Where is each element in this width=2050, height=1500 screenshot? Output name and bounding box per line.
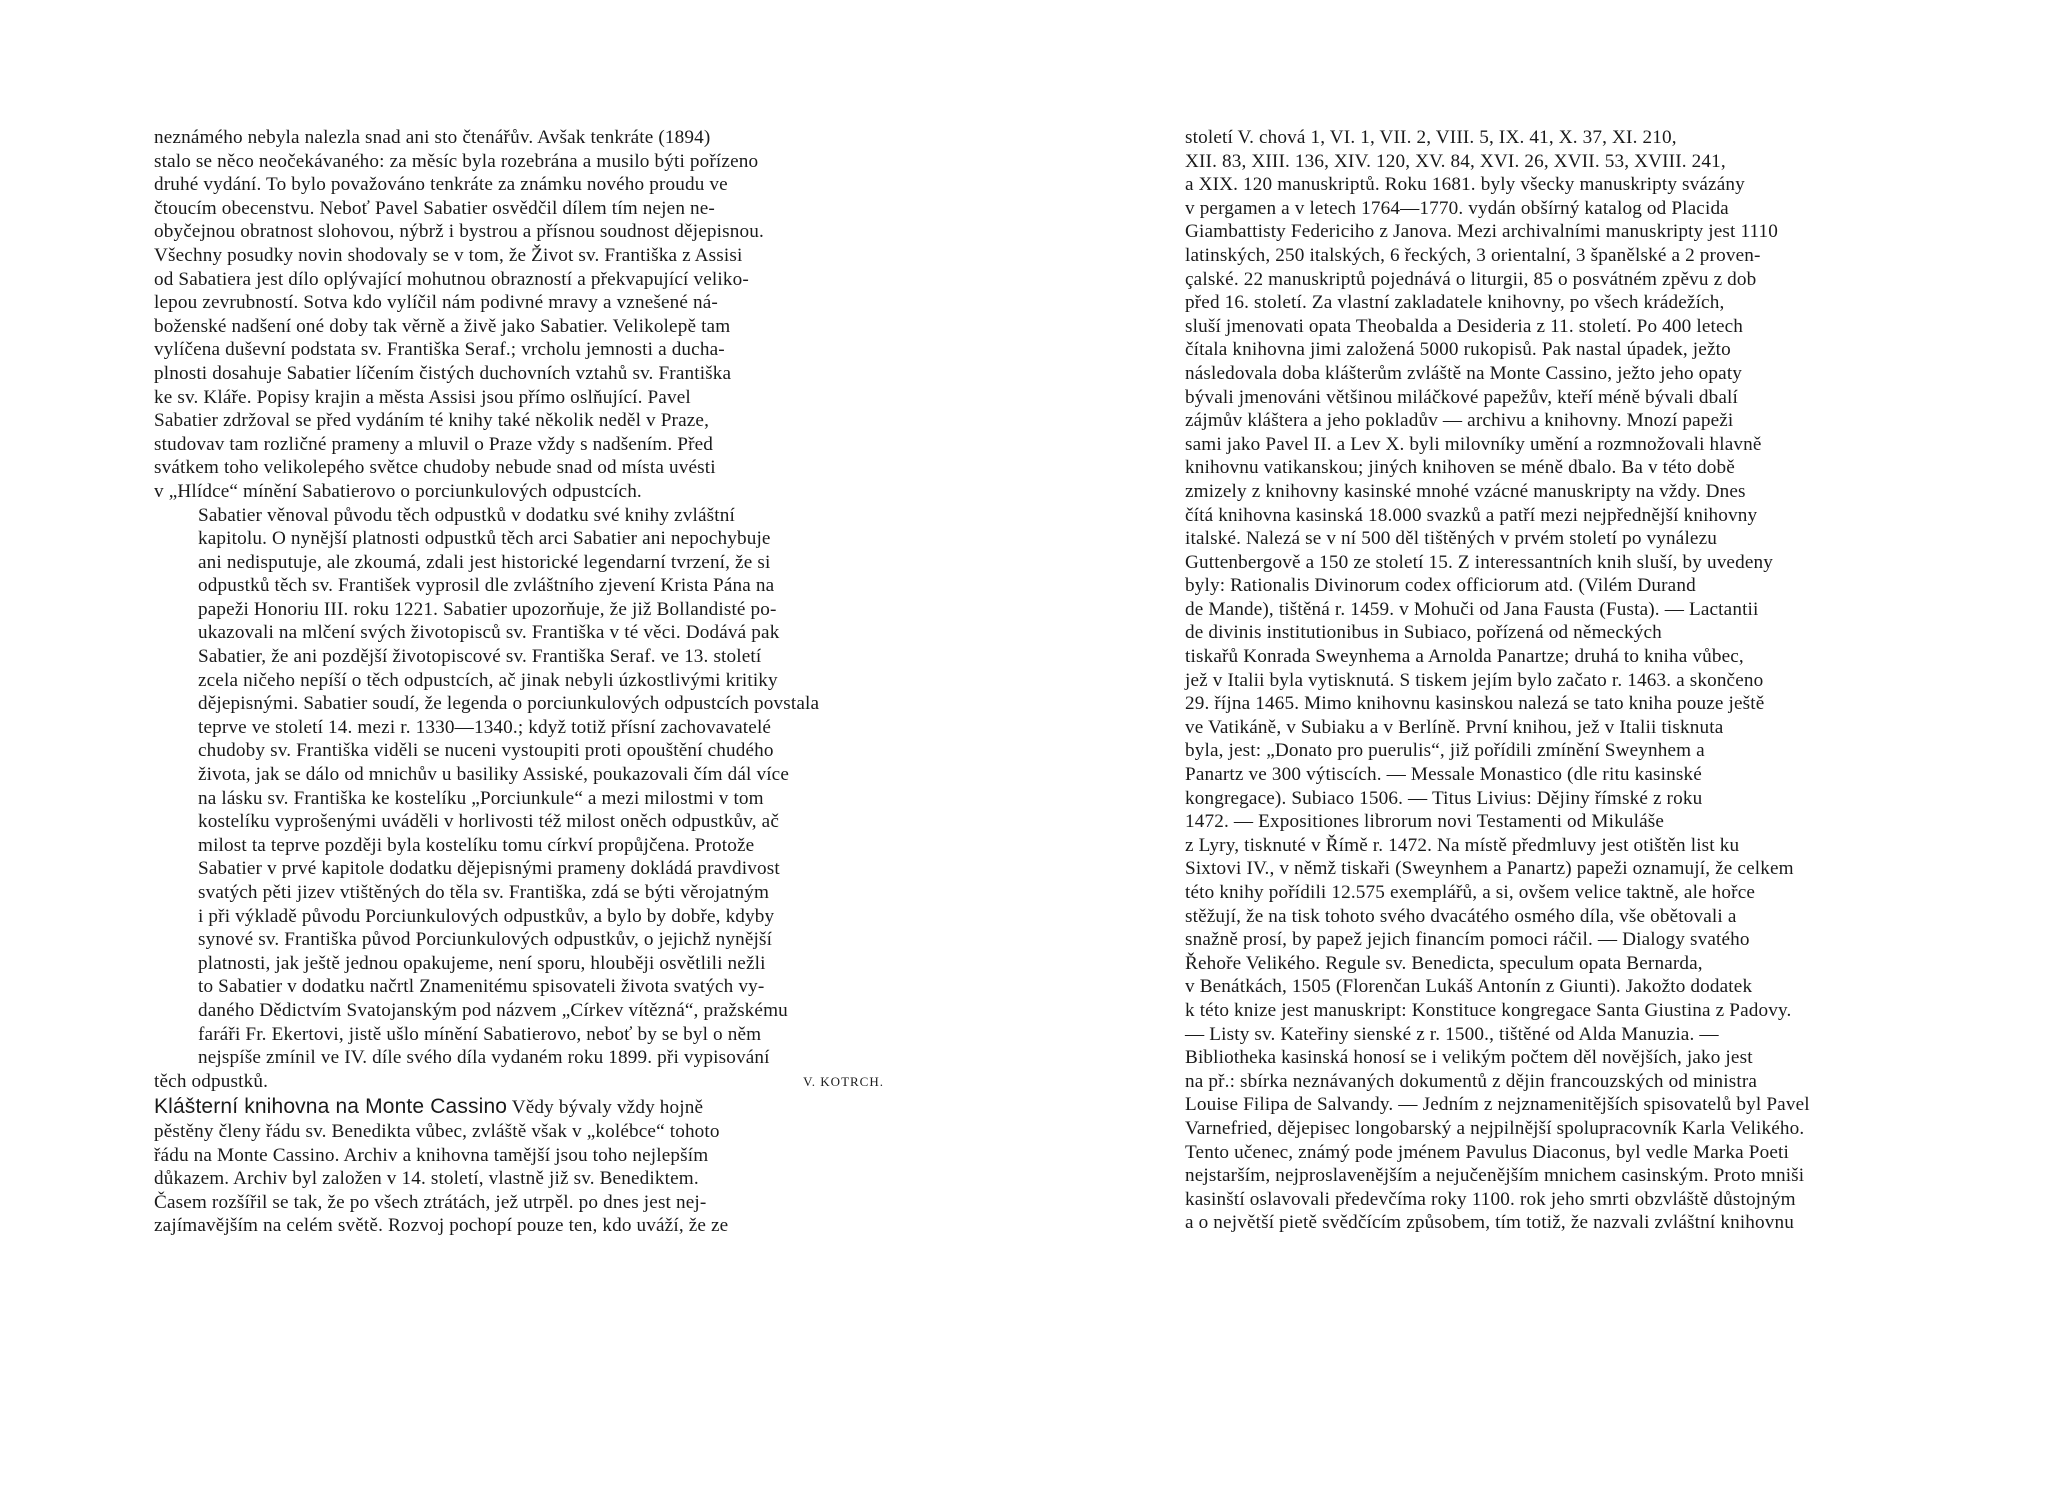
text-line: platnosti, jak ještě jednou opakujeme, není sporu, hlouběji osvětlili nežli [198,952,766,974]
right-column-text [1185,126,1920,1235]
text-line: Bibliotheka kasinská honosí se i velikým počtem děl novějších, jako jest [1185,1047,1753,1069]
text-line: plnosti dosahuje Sabatier líčením čistých duchovních vztahů sv. Františka [154,362,732,384]
closing-text: těch odpustků. [154,1070,269,1092]
text-line: z Lyry, tisknuté v Římě r. 1472. Na místě předmluvy jest otištěn list ku [1185,834,1740,856]
text-line: zájmův kláštera a jeho pokladův — archivu a knihovny. Mnozí papeži [1185,410,1734,432]
text-line: XII. 83, XIII. 136, XIV. 120, XV. 84, XVI. 26, XVII. 53, XVIII. 241, [1185,150,1726,172]
text-line: lepou zevrubností. Sotva kdo vylíčil nám podivné mravy a vznešené ná- [154,292,718,314]
text-line: ke sv. Kláře. Popisy krajin a města Assisi jsou přímo oslňující. Pavel [154,386,691,408]
text-line: papeži Honoriu III. roku 1221. Sabatier upozorňuje, že již Bollandisté po- [198,598,777,620]
text-line: odpustků těch sv. František vyprosil dle zvláštního zjevení Krista Pána na [198,575,775,597]
text-line: knihovnu vatikanskou; jiných knihoven se méně dbalo. Ba v této době [1185,457,1735,479]
text-line: Panartz ve 300 výtiscích. — Messale Monastico (dle ritu kasinské [1185,764,1702,786]
text-line: teprve ve století 14. mezi r. 1330—1340.; když totiž přísní zachovavatelé [198,716,772,738]
text-line: čtoucím obecenstvu. Neboť Pavel Sabatier osvědčil dílem tím nejen ne- [154,197,715,219]
text-line: v Benátkách, 1505 (Florenčan Lukáš Antonín z Giunti). Jakožto dodatek [1185,976,1753,998]
text-line: tiskařů Konrada Sweynhema a Arnolda Panartze; druhá to kniha vůbec, [1185,646,1744,668]
text-line: svatých pěti jizev vtištěných do těla sv. Františka, zdá se býti věrojatným [198,882,770,903]
text-line: italské. Nalezá se v ní 500 děl tištěných v prvém století po vynálezu [1185,528,1718,550]
text-line: čítala knihovna jimi založená 5000 rukopisů. Pak nastal úpadek, ježto [1185,339,1731,361]
text-line: dějepisnými. Sabatier soudí, že legenda o porciunkulových odpustcích povstala [198,693,820,715]
text-line: a XIX. 120 manuskriptů. Roku 1681. byly všecky manuskripty svázány [1185,174,1745,196]
text-line: faráři Fr. Ekertovi, jistě ušlo mínění Sabatierovo, neboť by se byl o něm [198,1023,762,1045]
text-line: na př.: sbírka neznávaných dokumentů z dějin francouzských od ministra [1185,1070,1758,1092]
text-line: druhé vydání. To bylo považováno tenkráte za známku nového proudu ve [154,174,728,196]
text-line: Sabatier věnoval původu těch odpustků v dodatku své knihy zvláštní [198,504,735,526]
text-line: před 16. století. Za vlastní zakladatele knihovny, po všech krádežích, [1185,292,1725,314]
text-line: vylíčena duševní podstata sv. Františka Seraf.; vrcholu jemnosti a ducha- [154,339,725,361]
section-heading-line [154,1095,884,1120]
text-line: stalo se něco neočekávaného: za měsíc byla rozebrána a musilo býti pořízeno [154,150,759,172]
text-line: v pergamen a v letech 1764—1770. vydán obšírný katalog od Placida [1185,197,1729,219]
text-line: k této knize jest manuskript: Konstituce kongregace Santa Giustina z Padovy. [1185,999,1792,1021]
text-line: svátkem toho velikolepého světce chudoby nebude snad od místa uvésti [154,457,716,479]
text-line: od Sabatiera jest dílo oplývající mohutnou obrazností a překvapující veliko- [154,268,749,290]
text-line: Louise Filipa de Salvandy. — Jedním z nejznamenitějších spisovatelů byl Pavel [1185,1094,1810,1116]
text-line: neznámého nebyla nalezla snad ani sto čtenářův. Avšak tenkráte (1894) [154,127,711,148]
paragraph-3 [154,1120,884,1238]
text-line: na lásku sv. Františka ke kostelíku „Porciunkule“ a mezi milostmi v tom [198,787,764,809]
text-line: byla, jest: „Donato pro puerulis“, již pořídili zmínění Sweynhem a [1185,740,1705,762]
text-line: kapitolu. O nynější platnosti odpustků těch arci Sabatier ani nepochybuje [198,528,771,550]
text-line: kostelíku vyprošenými uváděli v horlivosti též milost oněch odpustkův, ač [198,811,779,833]
text-line: latinských, 250 italských, 6 řeckých, 3 orientalní, 3 španělské a 2 proven- [1185,244,1761,266]
text-line: zcela ničeho nepíší o těch odpustcích, ač jinak nebyli úzkostlivými kritiky [198,669,778,691]
text-line: Sabatier v prvé kapitole dodatku dějepisnými prameny dokládá pravdivost [198,858,780,880]
text-line: to Sabatier v dodatku načrtl Znamenitému spisovateli života svatých vy- [198,976,765,998]
text-line: života, jak se dálo od mnichův u basiliky Assiské, poukazovali čím dál více [198,764,790,786]
heading-continuation: Vědy bývaly vždy hojně [511,1097,704,1119]
text-line: následovala doba klášterům zvláště na Monte Cassino, ježto jeho opaty [1185,362,1743,384]
text-line: kongregace). Subiaco 1506. — Titus Livius: Dějiny římské z roku [1185,787,1703,809]
text-line: 29. října 1465. Mimo knihovnu kasinskou nalezá se tato kniha pouze ještě [1185,693,1765,715]
section-heading: Klášterní knihovna na Monte Cassino [154,1095,508,1119]
text-line: 1472. — Expositiones librorum novi Testamenti od Mikuláše [1185,811,1665,833]
text-line: století V. chová 1, VI. 1, VII. 2, VIII. 5, IX. 41, X. 37, XI. 210, [1185,127,1677,148]
text-line: zajímavějším na celém světě. Rozvoj pochopí pouze ten, kdo uváží, že ze [154,1215,729,1237]
text-line: sluší jmenovati opata Theobalda a Desideria z 11. století. Po 400 letech [1185,315,1744,337]
text-line: obyčejnou obratnost slohovou, nýbrž i bystrou a přísnou soudnost dějepisnou. [154,221,764,243]
text-line: i při výkladě původu Porciunkulových odpustkův, a bylo by dobře, kdyby [198,905,775,927]
text-line: chudoby sv. Františka viděli se nuceni vystoupiti proti opouštění chudého [198,740,774,762]
author-signature: V. KOTRCH. [803,1073,884,1089]
text-line: zmizely z knihovny kasinské mnohé vzácné manuskripty na vždy. Dnes [1185,480,1746,502]
text-line: Giambattisty Federiciho z Janova. Mezi archivalními manuskripty jest 1110 [1185,221,1779,243]
text-line: Varnefried, dějepisec longobarský a nejpilnější spolupracovník Karla Velikého. [1185,1117,1805,1139]
text-line: ukazovali na mlčení svých životopisců sv. Františka v té věci. Dodává pak [198,622,780,644]
text-line: synové sv. Františka původ Porciunkulových odpustkův, o jejichž nynější [198,929,773,951]
text-line: kasinští oslavovali předevčíma roky 1100. rok jeho smrti obzvláště důstojným [1185,1188,1796,1210]
text-line: daného Dědictvím Svatojanským pod názvem „Církev vítězná“, pražskému [198,999,788,1021]
paragraph-2 [154,504,884,1070]
text-line: Řehoře Velikého. Regule sv. Benedicta, speculum opata Bernarda, [1185,952,1703,974]
text-line: studovav tam rozličné prameny a mluvil o Praze vždy s nadšením. Před [154,433,714,455]
text-line: Všechny posudky novin shodovaly se v tom, že Život sv. Františka z Assisi [154,244,743,266]
text-line: důkazem. Archiv byl založen v 14. století, vlastně již sv. Benediktem. [154,1168,699,1190]
text-line: a o největší pietě svědčícím způsobem, tím totiž, že nazvali zvláštní knihovnu [1185,1212,1795,1234]
text-line: snažně prosí, by papež jejich financím pomoci ráčil. — Dialogy svatého [1185,929,1750,951]
signature-line [154,1070,884,1094]
text-line: bývali jmenováni většinou miláčkové papežův, kteří méně bývali dbalí [1185,386,1738,408]
text-line: ani nedisputuje, ale zkoumá, zdali jest historické legendarní tvrzení, že si [198,551,771,573]
text-line: — Listy sv. Kateřiny sienské z r. 1500., tištěné od Alda Manuzia. — [1185,1023,1719,1045]
text-line: nejspíše zmínil ve IV. díle svého díla vydaném roku 1899. při vypisování [198,1047,770,1069]
text-line: v „Hlídce“ mínění Sabatierovo o porciunkulových odpustcích. [154,480,642,502]
text-line: čítá knihovna kasinská 18.000 svazků a patří mezi nejpřednější knihovny [1185,504,1758,526]
text-line: řádu na Monte Cassino. Archiv a knihovna tamější jsou toho nejlepším [154,1144,709,1166]
text-line: Sabatier, že ani pozdější životopiscové sv. Františka Seraf. ve 13. století [198,646,762,668]
text-line: Guttenbergově a 150 ze století 15. Z interessantních knih sluší, by uvedeny [1185,551,1773,573]
text-line: stěžují, že na tisk tohoto svého dvacátého osmého díla, vše obětovali a [1185,905,1737,927]
text-line: milost ta teprve později byla kostelíku tomu církví propůjčena. Protože [198,834,755,856]
text-line: Časem rozšířil se tak, že po všech ztrátách, jež utrpěl. po dnes jest nej- [154,1191,707,1213]
text-line: de Mande), tištěná r. 1459. v Mohuči od Jana Fausta (Fusta). — Lactantii [1185,598,1759,620]
text-line: Sixtovi IV., v němž tiskaři (Sweynhem a Panartz) papeži oznamují, že celkem [1185,858,1794,880]
text-line: sami jako Pavel II. a Lev X. byli milovníky umění a rozmnožovali hlavně [1185,433,1762,455]
text-line: jež v Italii byla vytisknutá. S tiskem jejím bylo začato r. 1463. a skončeno [1185,669,1764,691]
text-line: çalské. 22 manuskriptů pojednává o liturgii, 85 o posvátném zpěvu z dob [1185,268,1757,290]
text-line: této knihy pořídili 12.575 exemplářů, a si, ovšem velice taktně, ale hořce [1185,882,1756,903]
text-line: Tento učenec, známý pode jménem Pavulus Diaconus, byl vedle Marka Poeti [1185,1141,1789,1163]
text-line: Sabatier zdržoval se před vydáním té knihy také několik neděl v Praze, [154,410,710,432]
text-line: ve Vatikáně, v Subiaku a v Berlíně. První knihou, jež v Italii tisknuta [1185,716,1724,738]
text-line: de divinis institutionibus in Subiaco, pořízená od německých [1185,622,1662,644]
paragraph-1 [154,126,884,504]
text-line: boženské nadšení oné doby tak věrně a živě jako Sabatier. Velikolepě tam [154,315,731,337]
text-line: byly: Rationalis Divinorum codex officiorum atd. (Vilém Durand [1185,575,1696,597]
right-page [1185,126,1920,1235]
text-line: pěstěny členy řádu sv. Benedikta vůbec, zvláště však v „kolébce“ tohoto [154,1120,720,1142]
left-page [154,126,884,1238]
text-line: nejstarším, nejproslavenějším a nejučenějším mnichem casinským. Proto mniši [1185,1165,1805,1187]
